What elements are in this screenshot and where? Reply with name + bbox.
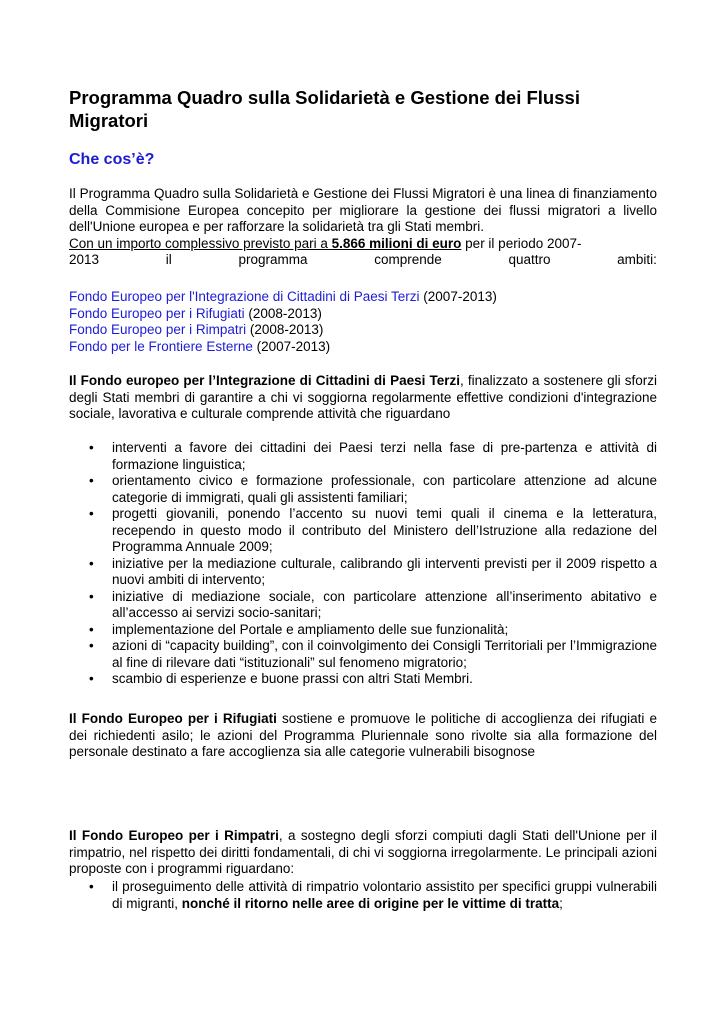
bullet-icon: • bbox=[89, 588, 94, 604]
list-item bbox=[69, 440, 657, 473]
list-item-text: progetti giovanili, ponendo l’accento su nuovi temi quali il cinema e la letteratura, recependo in questo modo il contributo del Ministero dell’Istruzione alla redazione del Programma Annuale 2009; bbox=[112, 506, 657, 554]
returns-paragraph bbox=[69, 828, 657, 878]
list-item bbox=[69, 556, 657, 589]
list-item bbox=[69, 638, 657, 671]
bullet-icon: • bbox=[89, 638, 94, 653]
intro-amount-line bbox=[69, 236, 657, 253]
list-item-bold-text: nonché il ritorno nelle aree di origine per le vittime di tratta bbox=[181, 895, 560, 911]
intro-word: ambiti: bbox=[617, 252, 657, 267]
intro-word: quattro bbox=[508, 252, 551, 267]
list-item-end: ; bbox=[559, 895, 563, 911]
returns-bullet-list bbox=[69, 879, 657, 912]
fund-period: (2007-2013) bbox=[252, 338, 331, 354]
fund-link-integration[interactable]: Fondo Europeo per l'Integrazione di Cittadini di Paesi Terzi bbox=[69, 289, 420, 304]
fund-period: (2007-2013) bbox=[419, 289, 497, 304]
bullet-icon: • bbox=[89, 621, 94, 637]
bullet-icon: • bbox=[89, 440, 94, 455]
list-item-text: interventi a favore dei cittadini dei Paesi terzi nella fase di pre-partenza e attività di formazione linguistica; bbox=[112, 440, 657, 472]
refugees-text: sostiene e promuove le politiche di accoglienza dei rifugiati e dei richiedenti asilo; le azioni del Programma Pluriennale sono rivolte sia alla formazione del personale destinato a fare accoglienza sia alle categorie vulnerabili bisognose bbox=[69, 711, 657, 759]
bullet-icon: • bbox=[89, 671, 94, 686]
refugees-paragraph bbox=[69, 711, 657, 761]
intro-word: 2013 bbox=[69, 252, 100, 267]
fund-item bbox=[69, 339, 657, 356]
list-item-text: il proseguimento delle attività di rimpatrio volontario assistito per specifici gruppi vulnerabili di migranti, bbox=[112, 879, 657, 911]
intro-amount: 5.866 milioni di euro bbox=[331, 235, 462, 251]
intro-word: il bbox=[165, 252, 172, 267]
intro-last-line bbox=[69, 252, 657, 269]
integration-text: , finalizzato a sostenere gli sforzi degli Stati membri di garantire a chi vi soggiorna regolarmente effettive condizioni d'integrazione sociale, lavorativa e culturale comprende attività che riguardano bbox=[69, 373, 657, 421]
bullet-icon: • bbox=[89, 506, 94, 521]
intro-paragraph bbox=[69, 186, 657, 269]
list-item-text: scambio di esperienze e buone prassi con altri Stati Membri. bbox=[112, 671, 473, 686]
list-item-text: orientamento civico e formazione professionale, con particolare attenzione ad alcune categorie di immigrati, quali gli assistenti familiari; bbox=[112, 473, 657, 505]
list-item-text: iniziative per la mediazione culturale, calibrando gli interventi previsti per il 2009 rispetto a nuovi ambiti di intervento; bbox=[112, 555, 657, 587]
intro-underlined-text: Con un importo complessivo previsto pari a bbox=[69, 235, 332, 251]
fund-item bbox=[69, 289, 657, 306]
fund-link-refugees[interactable]: Fondo Europeo per i Rifugiati bbox=[69, 305, 245, 321]
bullet-icon: • bbox=[89, 879, 94, 894]
document-title: Programma Quadro sulla Solidarietà e Gestione dei Flussi Migratori bbox=[69, 87, 580, 131]
fund-link-returns[interactable]: Fondo Europeo per i Rimpatri bbox=[69, 322, 247, 337]
list-item bbox=[69, 589, 657, 622]
fund-period: (2008-2013) bbox=[244, 305, 322, 321]
fund-item bbox=[69, 306, 657, 323]
list-item bbox=[69, 473, 657, 506]
bullet-icon: • bbox=[89, 473, 94, 488]
integration-paragraph bbox=[69, 373, 657, 423]
list-item-text: azioni di “capacity building”, con il coinvolgimento dei Consigli Territoriali per l’Immigrazione al fine di rilevare dati “istituzionali” sul fenomeno migratorio; bbox=[112, 638, 657, 670]
bullet-icon: • bbox=[89, 555, 94, 571]
fund-list bbox=[69, 289, 657, 355]
fund-period: (2008-2013) bbox=[246, 322, 324, 337]
list-item bbox=[69, 622, 657, 639]
list-item bbox=[69, 879, 657, 912]
section-heading: Che cos’è? bbox=[69, 151, 155, 168]
list-item-text: implementazione del Portale e ampliamento delle sue funzionalità; bbox=[112, 621, 509, 637]
list-item bbox=[69, 506, 657, 556]
intro-period-text: per il periodo 2007- bbox=[461, 235, 582, 251]
refugees-fund-name: Il Fondo Europeo per i Rifugiati bbox=[69, 711, 277, 726]
list-item bbox=[69, 671, 657, 688]
intro-word: programma bbox=[238, 252, 308, 267]
intro-word: comprende bbox=[374, 252, 442, 267]
intro-text: Il Programma Quadro sulla Solidarietà e Gestione dei Flussi Migratori è una linea di finanziamento della Commisione Europea concepito per migliorare la gestione dei flussi migratori a livello dell'Unione europea e per rafforzare la solidarietà tra gli Stati membri. bbox=[69, 186, 657, 234]
returns-text: , a sostegno degli sforzi compiuti dagli Stati dell'Unione per il rimpatrio, nel rispetto dei diritti fondamentali, di chi vi soggiorna irregolarmente. Le principali azioni proposte con i programmi riguardano: bbox=[69, 828, 657, 876]
list-item-text: iniziative di mediazione sociale, con particolare attenzione all’inserimento abitativo e all’accesso ai servizi socio-sanitari; bbox=[112, 588, 657, 620]
fund-link-borders[interactable]: Fondo per le Frontiere Esterne bbox=[69, 338, 253, 354]
returns-fund-name: Il Fondo Europeo per i Rimpatri bbox=[69, 828, 279, 843]
integration-fund-name: Il Fondo europeo per l’Integrazione di Cittadini di Paesi Terzi bbox=[69, 373, 460, 388]
integration-bullet-list bbox=[69, 440, 657, 688]
fund-item bbox=[69, 322, 657, 339]
